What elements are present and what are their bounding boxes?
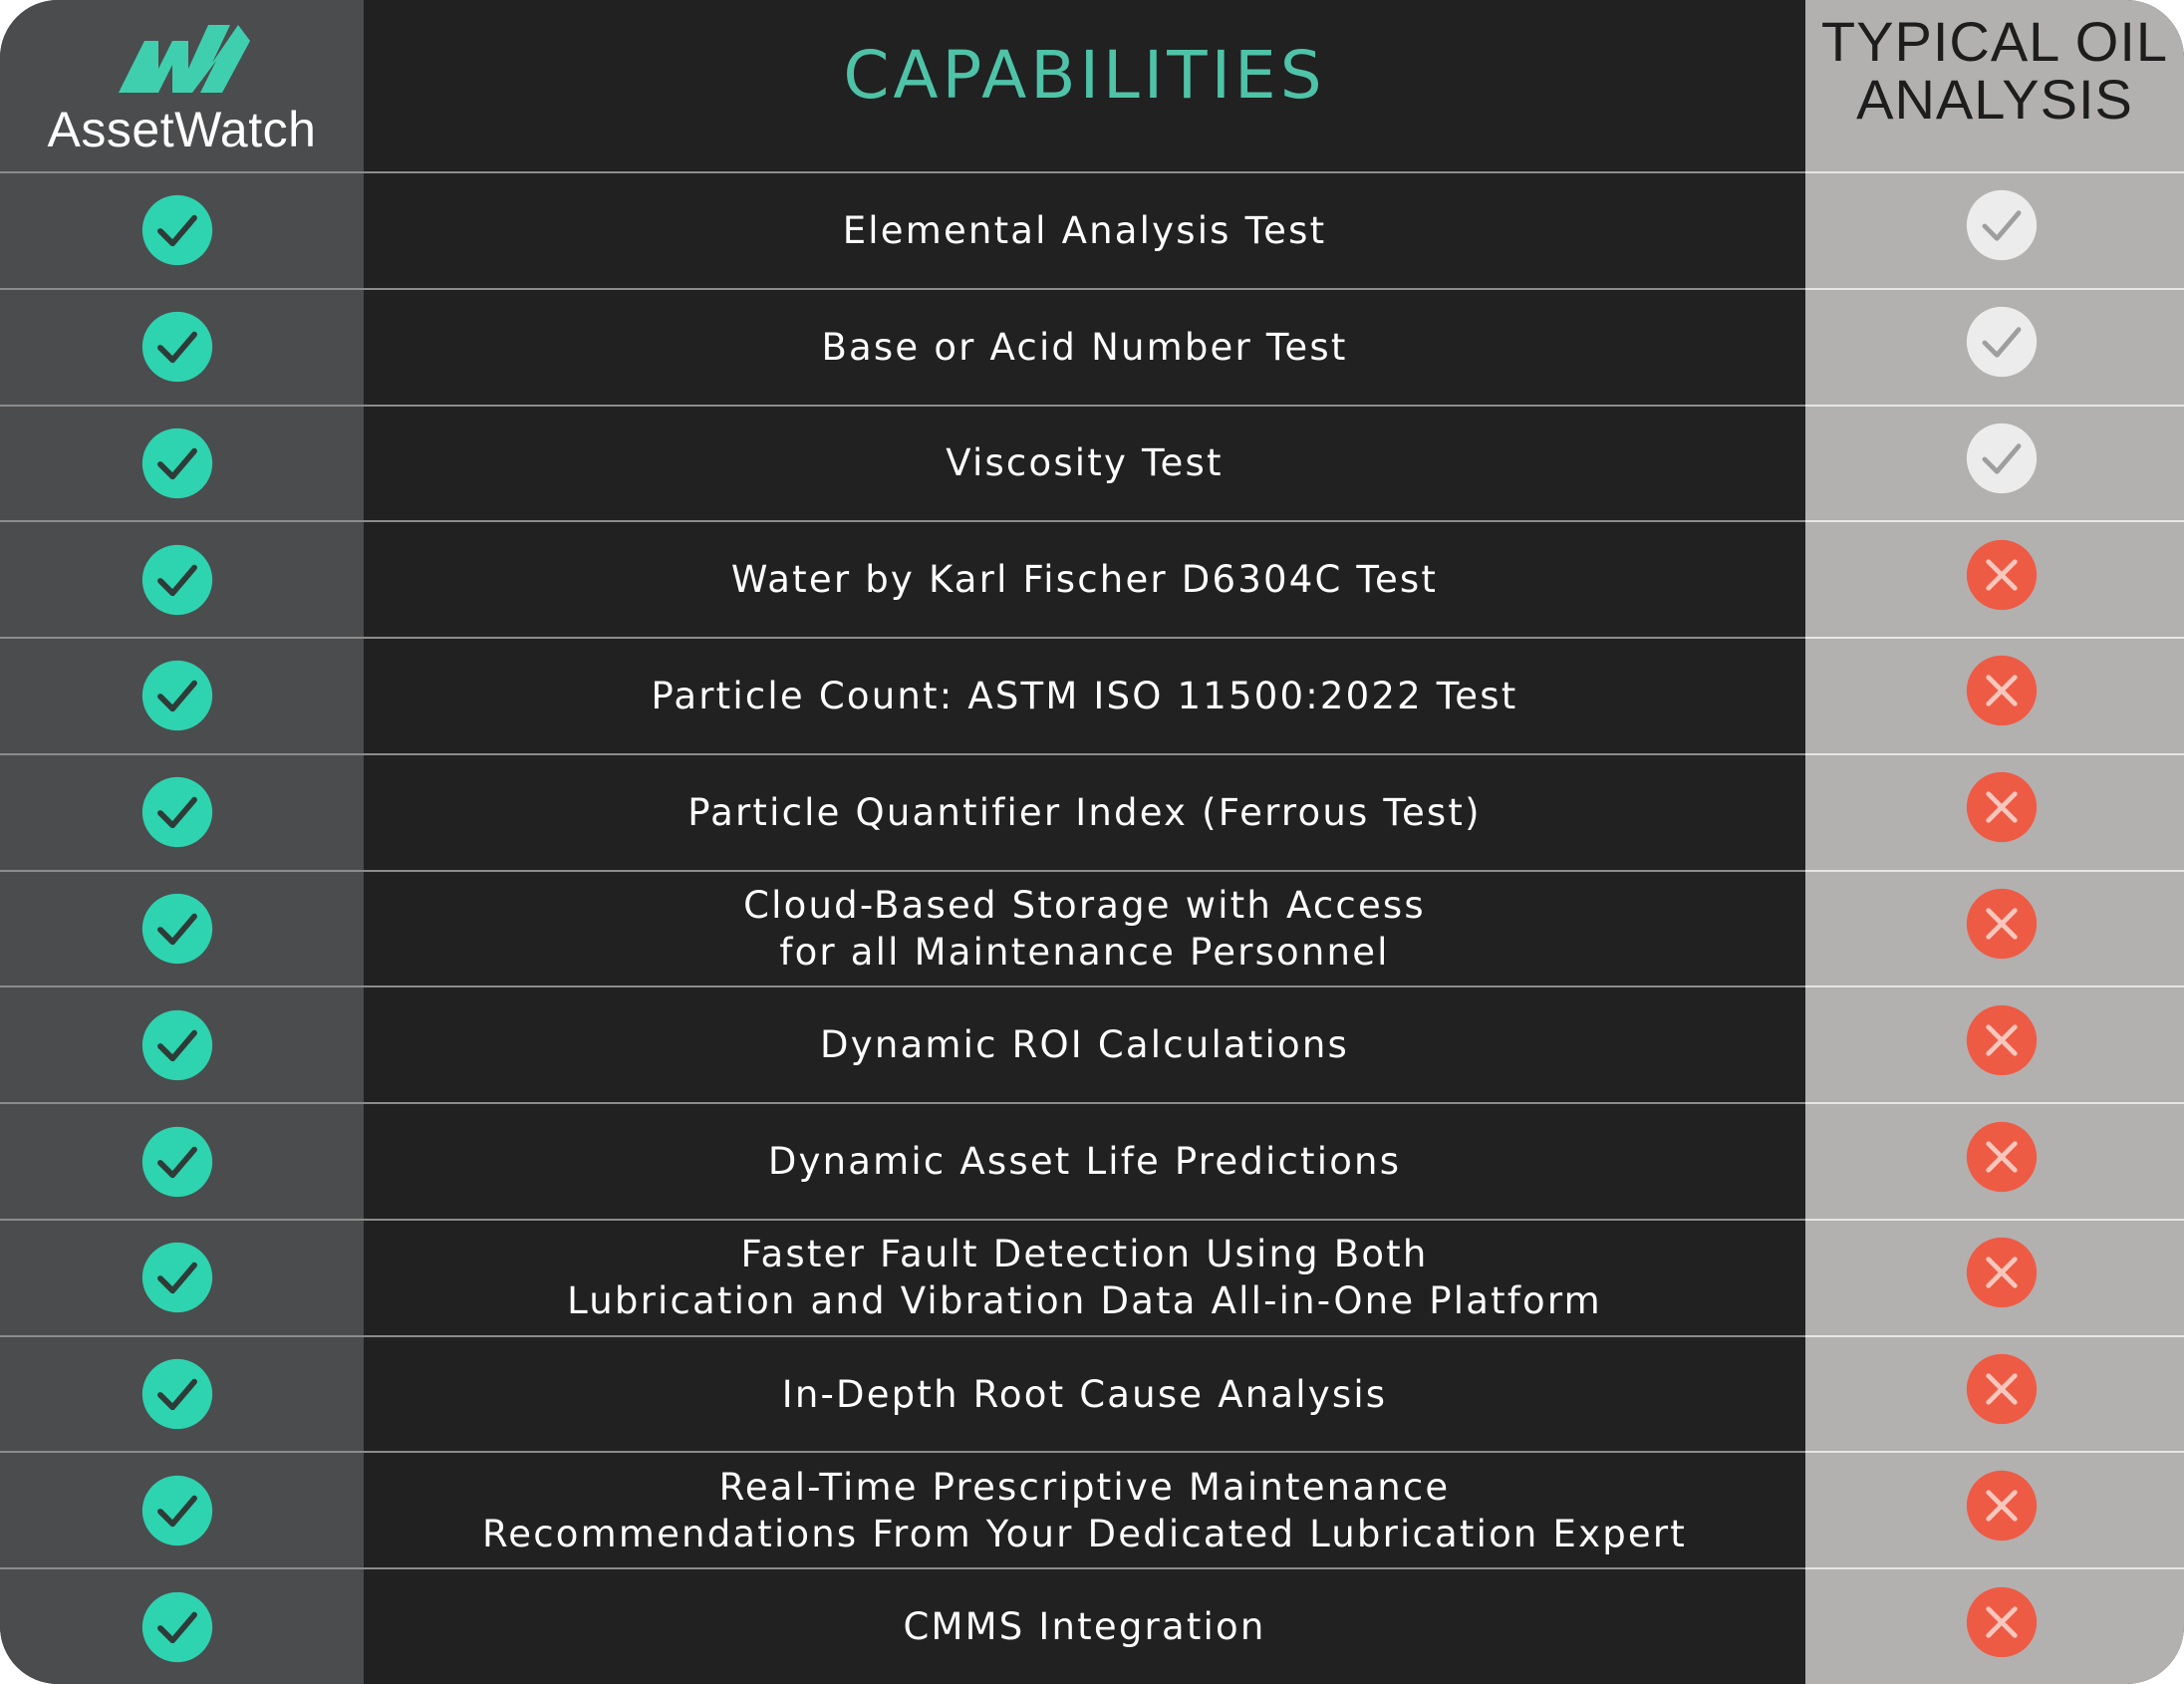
capability-cell bbox=[364, 870, 1805, 986]
cross-icon bbox=[1964, 1584, 2040, 1660]
assetwatch-logo-icon bbox=[113, 19, 252, 95]
check-icon bbox=[1964, 304, 2040, 380]
typical-oil-cell bbox=[1805, 1102, 2184, 1219]
typical-oil-title: TYPICAL OIL ANALYSIS bbox=[1820, 10, 2169, 131]
assetwatch-cell bbox=[0, 1567, 364, 1684]
capability-cell bbox=[364, 1219, 1805, 1335]
capability-cell bbox=[364, 1567, 1805, 1684]
check-icon bbox=[139, 1589, 215, 1665]
capability-label: Particle Quantifier Index (Ferrous Test) bbox=[687, 790, 1482, 834]
capability-cell bbox=[364, 1335, 1805, 1452]
cross-icon bbox=[1964, 1119, 2040, 1195]
cross-icon bbox=[1964, 1002, 2040, 1078]
typical-oil-cell bbox=[1805, 1567, 2184, 1684]
check-icon bbox=[139, 1124, 215, 1200]
cross-icon bbox=[1964, 1468, 2040, 1544]
capability-label: Cloud-Based Storage with Access for all Maintenance Personnel bbox=[743, 883, 1426, 974]
check-icon bbox=[139, 1356, 215, 1432]
typical-oil-cell bbox=[1805, 1335, 2184, 1452]
check-icon bbox=[139, 891, 215, 967]
capability-cell bbox=[364, 1451, 1805, 1567]
typical-oil-cell bbox=[1805, 753, 2184, 870]
assetwatch-cell bbox=[0, 637, 364, 753]
check-icon bbox=[139, 774, 215, 850]
capability-cell bbox=[364, 405, 1805, 521]
header-assetwatch bbox=[0, 0, 364, 171]
check-icon bbox=[139, 542, 215, 618]
assetwatch-cell bbox=[0, 1219, 364, 1335]
capabilities-title: CAPABILITIES bbox=[843, 36, 1326, 114]
assetwatch-cell bbox=[0, 520, 364, 637]
assetwatch-cell bbox=[0, 405, 364, 521]
capability-cell bbox=[364, 288, 1805, 405]
check-icon bbox=[1964, 421, 2040, 496]
capability-label: Elemental Analysis Test bbox=[842, 208, 1327, 252]
assetwatch-cell bbox=[0, 1451, 364, 1567]
typical-oil-cell bbox=[1805, 870, 2184, 986]
capability-label: Viscosity Test bbox=[946, 441, 1224, 485]
capability-cell bbox=[364, 171, 1805, 288]
assetwatch-logo bbox=[48, 13, 317, 158]
capability-label: In-Depth Root Cause Analysis bbox=[781, 1372, 1388, 1416]
assetwatch-cell bbox=[0, 1335, 364, 1452]
capability-label: Faster Fault Detection Using Both Lubrication and Vibration Data All-in-One Platform bbox=[567, 1233, 1602, 1323]
capability-label: Dynamic ROI Calculations bbox=[820, 1023, 1349, 1067]
check-icon bbox=[139, 1007, 215, 1083]
check-icon bbox=[139, 1473, 215, 1548]
header-capabilities bbox=[364, 0, 1805, 171]
check-icon bbox=[139, 658, 215, 733]
typical-oil-cell bbox=[1805, 520, 2184, 637]
capability-cell bbox=[364, 637, 1805, 753]
capability-cell bbox=[364, 520, 1805, 637]
check-icon bbox=[1964, 187, 2040, 263]
check-icon bbox=[139, 192, 215, 268]
typical-oil-cell bbox=[1805, 1219, 2184, 1335]
assetwatch-cell bbox=[0, 870, 364, 986]
capability-label: Real-Time Prescriptive Maintenance Recommendations From Your Dedicated Lubrication Expert bbox=[482, 1465, 1687, 1555]
capability-label: CMMS Integration bbox=[903, 1605, 1266, 1649]
cross-icon bbox=[1964, 1351, 2040, 1427]
cross-icon bbox=[1964, 886, 2040, 962]
capability-label: Water by Karl Fischer D6304C Test bbox=[730, 558, 1439, 602]
typical-oil-cell bbox=[1805, 1451, 2184, 1567]
assetwatch-cell bbox=[0, 753, 364, 870]
capability-cell bbox=[364, 985, 1805, 1102]
typical-oil-cell bbox=[1805, 405, 2184, 521]
assetwatch-cell bbox=[0, 985, 364, 1102]
check-icon bbox=[139, 425, 215, 501]
capability-cell bbox=[364, 753, 1805, 870]
header-typical-oil bbox=[1805, 0, 2184, 171]
capability-label: Dynamic Asset Life Predictions bbox=[767, 1140, 1402, 1184]
cross-icon bbox=[1964, 769, 2040, 845]
typical-oil-cell bbox=[1805, 637, 2184, 753]
check-icon bbox=[139, 309, 215, 385]
assetwatch-cell bbox=[0, 171, 364, 288]
capability-label: Base or Acid Number Test bbox=[821, 325, 1348, 369]
typical-oil-cell bbox=[1805, 171, 2184, 288]
capability-cell bbox=[364, 1102, 1805, 1219]
cross-icon bbox=[1964, 537, 2040, 613]
typical-oil-cell bbox=[1805, 985, 2184, 1102]
assetwatch-cell bbox=[0, 1102, 364, 1219]
assetwatch-cell bbox=[0, 288, 364, 405]
capability-label: Particle Count: ASTM ISO 11500:2022 Test bbox=[651, 674, 1518, 717]
brand-name: AssetWatch bbox=[47, 102, 317, 157]
typical-oil-cell bbox=[1805, 288, 2184, 405]
cross-icon bbox=[1964, 1235, 2040, 1310]
check-icon bbox=[139, 1240, 215, 1315]
cross-icon bbox=[1964, 653, 2040, 728]
